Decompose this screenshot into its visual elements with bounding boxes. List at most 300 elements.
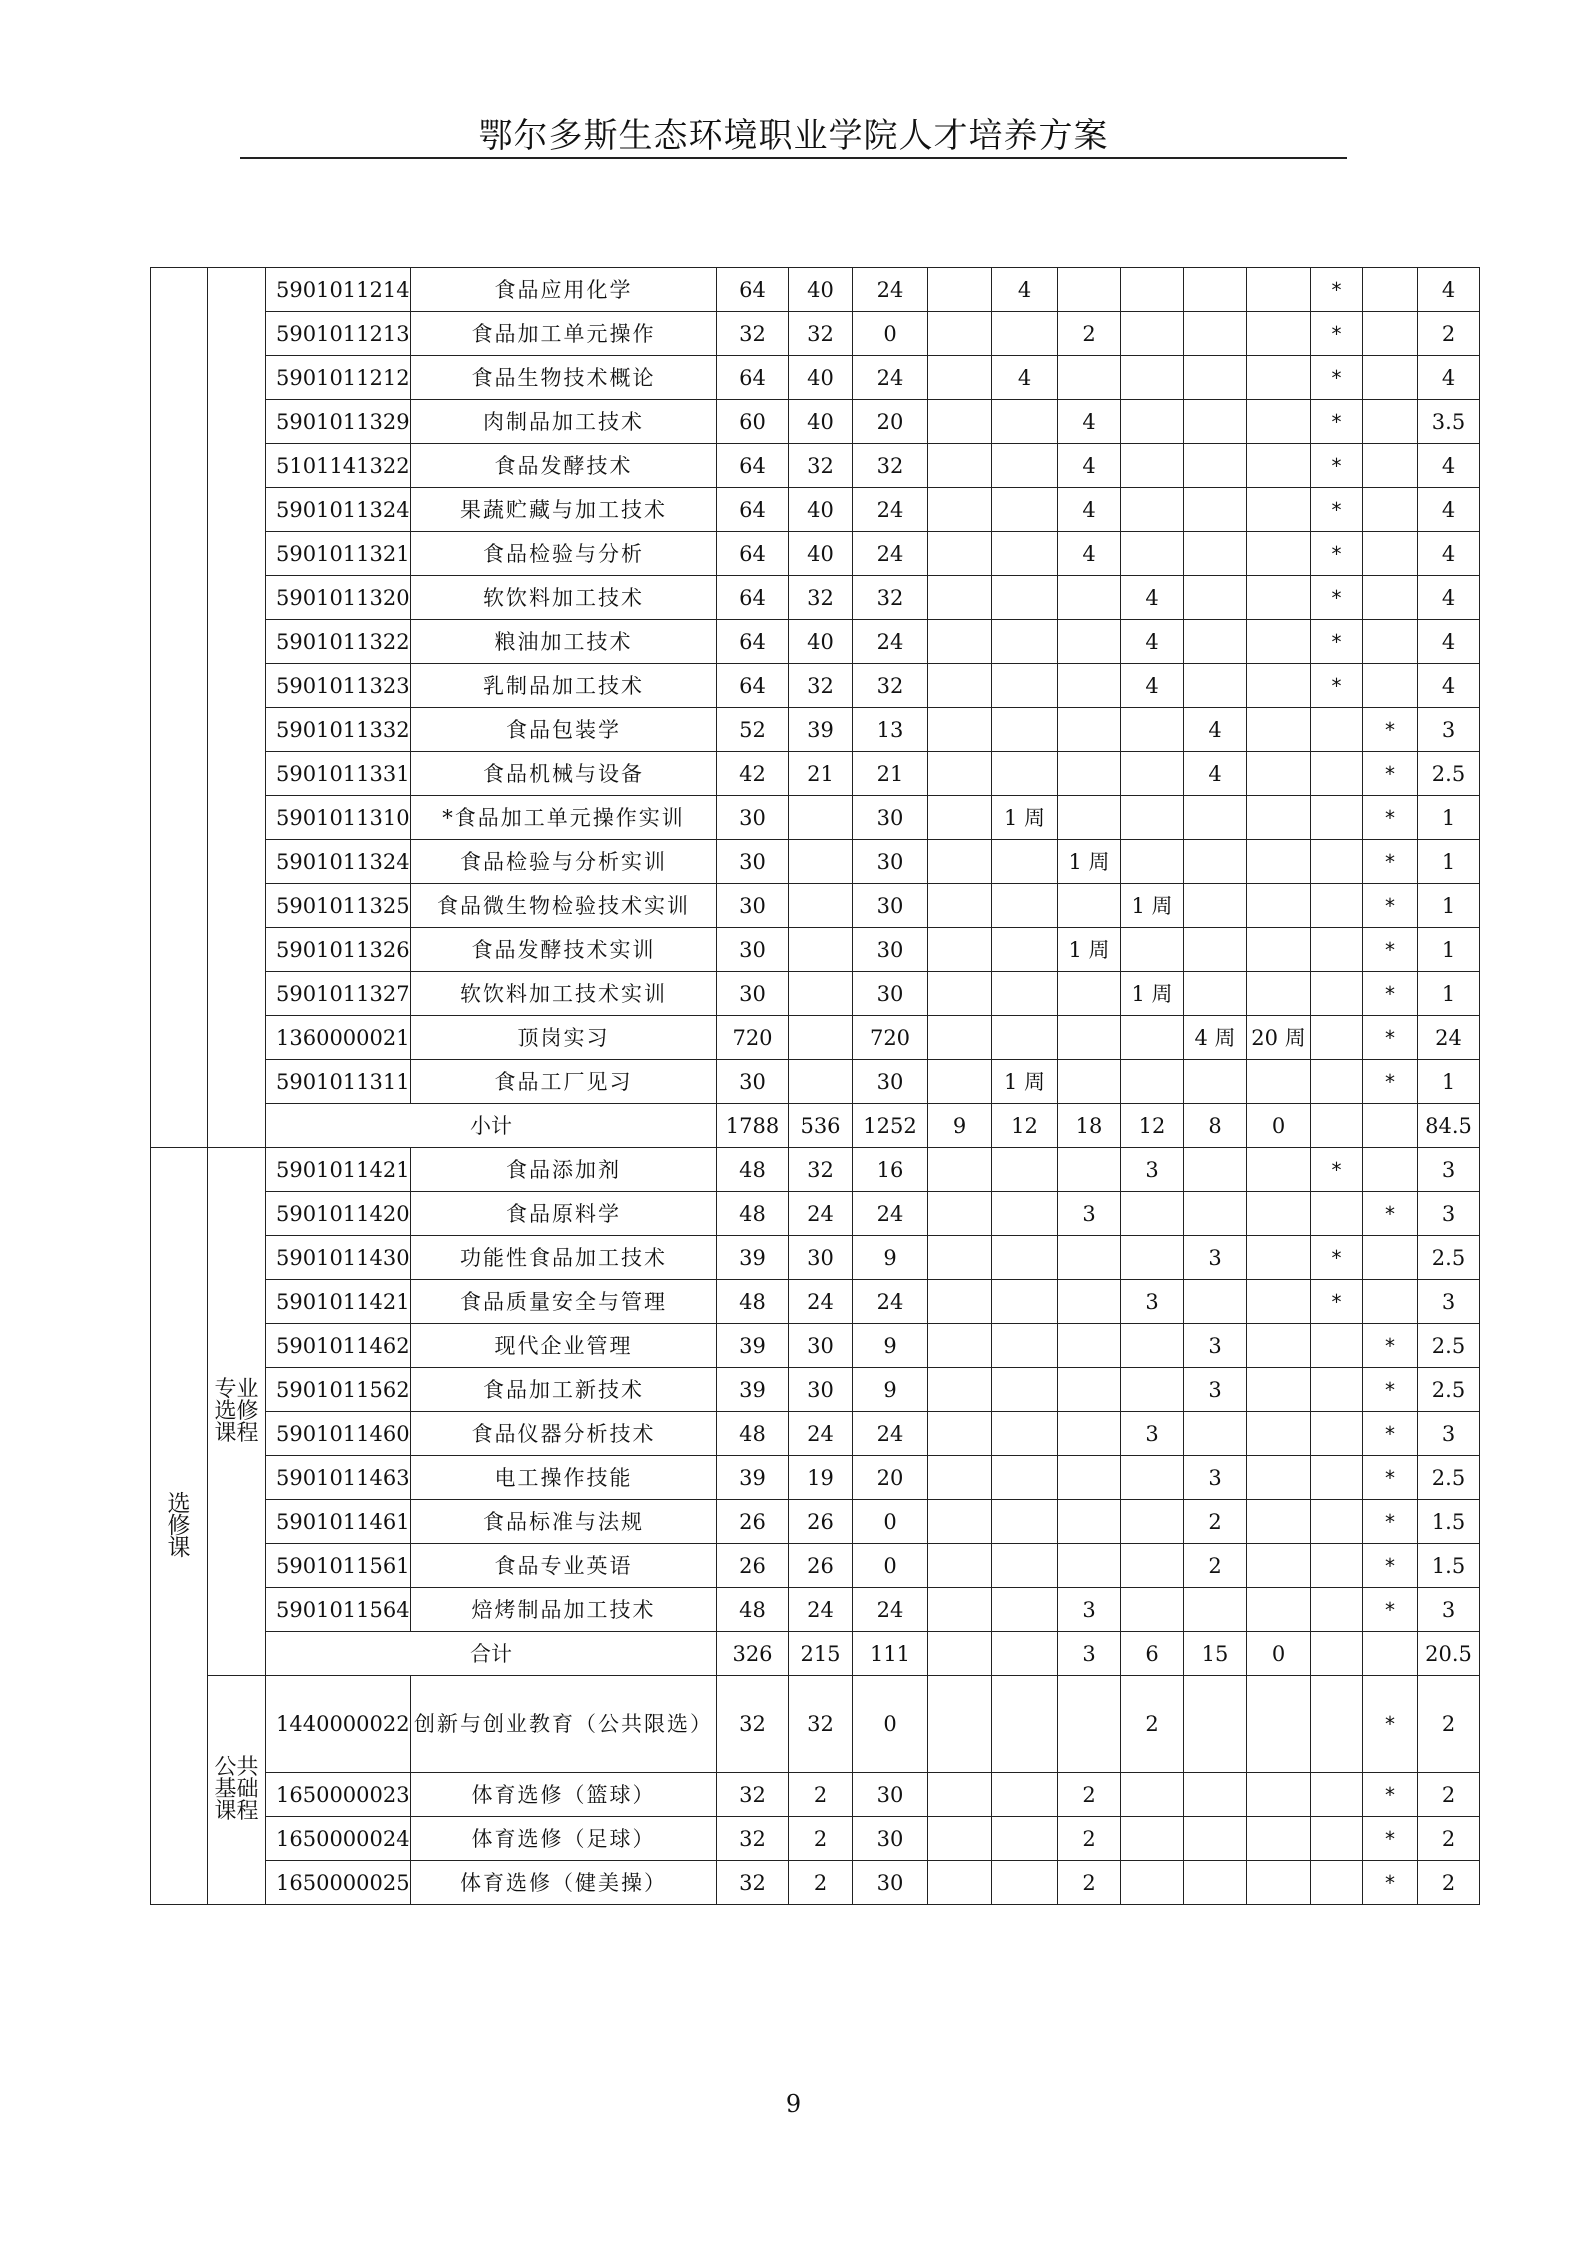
cell-col-12: 1 [1418,884,1480,928]
cell-col-9 [1247,708,1311,752]
course-name: 食品标准与法规 [411,1500,717,1544]
cell-col-10 [1311,840,1363,884]
cell-col-3: 30 [853,972,928,1016]
cell-col-12: 4 [1418,356,1480,400]
cell-col-3: 20 [853,400,928,444]
cell-col-11: * [1363,884,1418,928]
page-header-title: 鄂尔多斯生态环境职业学院人才培养方案 [478,116,1109,156]
cell-col-3: 30 [853,1817,928,1861]
cell-col-6 [1058,1148,1121,1192]
cell-col-7 [1121,1773,1184,1817]
page-number: 9 [785,2090,802,2118]
course-code: 5901011460 [266,1412,411,1456]
cell-col-4 [928,752,992,796]
cell-col-3: 24 [853,1280,928,1324]
course-code: 5901011322 [266,620,411,664]
cell-col-5 [992,708,1058,752]
cell-col-12: 84.5 [1418,1104,1480,1148]
cell-col-1: 30 [717,884,789,928]
cell-col-9 [1247,1368,1311,1412]
course-code: 5901011320 [266,576,411,620]
cell-col-4 [928,488,992,532]
table-row [151,1588,1480,1632]
cell-col-8 [1184,1192,1247,1236]
cell-col-7 [1121,1324,1184,1368]
cell-col-11: * [1363,1676,1418,1773]
cell-col-1: 39 [717,1456,789,1500]
cell-col-5 [992,1412,1058,1456]
cell-col-11: * [1363,708,1418,752]
cell-col-7 [1121,1861,1184,1905]
cell-col-8 [1184,400,1247,444]
cell-col-10 [1311,752,1363,796]
cell-col-6: 4 [1058,532,1121,576]
cell-col-9 [1247,488,1311,532]
cell-col-5 [992,752,1058,796]
cell-col-1: 39 [717,1236,789,1280]
cell-col-11: * [1363,1773,1418,1817]
cell-col-12: 2.5 [1418,1368,1480,1412]
total-row [151,1632,1480,1676]
cell-col-4 [928,840,992,884]
course-code: 5901011332 [266,708,411,752]
cell-col-9 [1247,400,1311,444]
table-row [151,444,1480,488]
cell-col-12: 4 [1418,488,1480,532]
cell-col-5: 4 [992,268,1058,312]
cell-col-9 [1247,664,1311,708]
cell-col-12: 2 [1418,1773,1480,1817]
course-code: 5901011325 [266,884,411,928]
cell-col-8 [1184,356,1247,400]
cell-col-4 [928,1632,992,1676]
cell-col-6: 3 [1058,1588,1121,1632]
cell-col-3: 9 [853,1368,928,1412]
cell-col-3: 32 [853,576,928,620]
cell-col-4 [928,620,992,664]
subcategory-cell-blank [208,268,266,1148]
cell-col-2: 26 [789,1544,853,1588]
cell-col-2: 24 [789,1280,853,1324]
cell-col-7 [1121,400,1184,444]
cell-col-5 [992,1016,1058,1060]
cell-col-7 [1121,928,1184,972]
cell-col-12: 1 [1418,1060,1480,1104]
cell-col-8 [1184,1280,1247,1324]
cell-col-11 [1363,1632,1418,1676]
cell-col-12: 1 [1418,972,1480,1016]
cell-col-10 [1311,1368,1363,1412]
cell-col-7 [1121,1456,1184,1500]
cell-col-9 [1247,1588,1311,1632]
cell-col-5: 4 [992,356,1058,400]
cell-col-12: 3 [1418,1280,1480,1324]
group-prof-elective [208,1148,266,1676]
cell-col-9 [1247,444,1311,488]
cell-col-6: 2 [1058,312,1121,356]
table-row [151,840,1480,884]
cell-col-7: 3 [1121,1280,1184,1324]
cell-col-2: 32 [789,312,853,356]
course-code: 5901011331 [266,752,411,796]
cell-col-6 [1058,752,1121,796]
cell-col-5 [992,400,1058,444]
cell-col-9 [1247,1280,1311,1324]
header-rule [240,157,1347,159]
cell-col-8 [1184,444,1247,488]
cell-col-5 [992,1544,1058,1588]
cell-col-5 [992,576,1058,620]
course-name: 食品仪器分析技术 [411,1412,717,1456]
cell-col-12: 4 [1418,620,1480,664]
cell-col-3: 24 [853,356,928,400]
cell-col-2: 40 [789,532,853,576]
cell-col-3: 20 [853,1456,928,1500]
cell-col-6 [1058,1500,1121,1544]
cell-col-8: 3 [1184,1368,1247,1412]
cell-col-2: 2 [789,1817,853,1861]
cell-col-6: 2 [1058,1773,1121,1817]
cell-col-4 [928,1773,992,1817]
cell-col-6 [1058,1368,1121,1412]
cell-col-7: 12 [1121,1104,1184,1148]
cell-col-9 [1247,1773,1311,1817]
cell-col-5 [992,972,1058,1016]
cell-col-4 [928,1544,992,1588]
course-code: 1360000021 [266,1016,411,1060]
cell-col-6 [1058,708,1121,752]
cell-col-8 [1184,928,1247,972]
cell-col-1: 64 [717,268,789,312]
cell-col-4 [928,576,992,620]
cell-col-1: 64 [717,444,789,488]
cell-col-12: 2 [1418,312,1480,356]
cell-col-1: 64 [717,488,789,532]
cell-col-3: 24 [853,1192,928,1236]
table-row [151,1060,1480,1104]
cell-col-11 [1363,488,1418,532]
course-name: 软饮料加工技术 [411,576,717,620]
cell-col-12: 3 [1418,1412,1480,1456]
cell-col-9 [1247,1060,1311,1104]
cell-col-12: 3 [1418,1148,1480,1192]
cell-col-7: 4 [1121,620,1184,664]
cell-col-10 [1311,796,1363,840]
table-row [151,1192,1480,1236]
cell-col-6: 18 [1058,1104,1121,1148]
cell-col-11 [1363,664,1418,708]
cell-col-1: 48 [717,1588,789,1632]
course-name: 食品工厂见习 [411,1060,717,1104]
cell-col-10 [1311,1456,1363,1500]
table-row [151,1236,1480,1280]
cell-col-1: 326 [717,1632,789,1676]
cell-col-8 [1184,532,1247,576]
course-name: 现代企业管理 [411,1324,717,1368]
cell-col-8 [1184,796,1247,840]
cell-col-10 [1311,1817,1363,1861]
cell-col-8 [1184,1861,1247,1905]
course-name: 创新与创业教育（公共限选） [411,1676,717,1773]
cell-col-4 [928,1192,992,1236]
cell-col-8 [1184,488,1247,532]
cell-col-11 [1363,444,1418,488]
course-name: 食品发酵技术实训 [411,928,717,972]
cell-col-4 [928,1060,992,1104]
course-code: 5901011327 [266,972,411,1016]
course-name: 果蔬贮藏与加工技术 [411,488,717,532]
cell-col-7: 2 [1121,1676,1184,1773]
course-name: 体育选修（健美操） [411,1861,717,1905]
cell-col-10: * [1311,620,1363,664]
cell-col-8 [1184,576,1247,620]
cell-col-6 [1058,1236,1121,1280]
course-name: 体育选修（篮球） [411,1773,717,1817]
course-code: 5901011430 [266,1236,411,1280]
cell-col-1: 60 [717,400,789,444]
cell-col-12: 20.5 [1418,1632,1480,1676]
table-row [151,752,1480,796]
course-code: 5901011212 [266,356,411,400]
cell-col-5 [992,1632,1058,1676]
cell-col-12: 4 [1418,532,1480,576]
cell-col-10 [1311,1016,1363,1060]
cell-col-10 [1311,972,1363,1016]
course-name: 顶岗实习 [411,1016,717,1060]
cell-col-9 [1247,532,1311,576]
cell-col-9 [1247,1544,1311,1588]
cell-col-2: 21 [789,752,853,796]
cell-col-1: 30 [717,972,789,1016]
cell-col-7 [1121,708,1184,752]
cell-col-6 [1058,1280,1121,1324]
cell-col-2: 19 [789,1456,853,1500]
cell-col-3: 111 [853,1632,928,1676]
course-code: 1650000024 [266,1817,411,1861]
cell-col-7: 1 周 [1121,884,1184,928]
cell-col-5 [992,1817,1058,1861]
cell-col-2: 30 [789,1236,853,1280]
cell-col-11 [1363,1148,1418,1192]
cell-col-6 [1058,1412,1121,1456]
cell-col-10: * [1311,444,1363,488]
cell-col-3: 30 [853,1060,928,1104]
course-name: 食品微生物检验技术实训 [411,884,717,928]
cell-col-2: 26 [789,1500,853,1544]
course-name: 食品生物技术概论 [411,356,717,400]
cell-col-11: * [1363,972,1418,1016]
cell-col-10: * [1311,488,1363,532]
cell-col-8 [1184,1412,1247,1456]
cell-col-10 [1311,1676,1363,1773]
cell-col-7: 3 [1121,1148,1184,1192]
cell-col-5 [992,1236,1058,1280]
cell-col-5 [992,1588,1058,1632]
cell-col-12: 3 [1418,1192,1480,1236]
cell-col-8: 2 [1184,1544,1247,1588]
cell-col-9 [1247,268,1311,312]
cell-col-12: 2 [1418,1861,1480,1905]
cell-col-6: 3 [1058,1632,1121,1676]
cell-col-1: 26 [717,1544,789,1588]
cell-col-4 [928,1817,992,1861]
cell-col-5: 1 周 [992,1060,1058,1104]
cell-col-10: * [1311,1280,1363,1324]
cell-col-5 [992,928,1058,972]
cell-col-9 [1247,928,1311,972]
cell-col-1: 39 [717,1324,789,1368]
cell-col-9 [1247,972,1311,1016]
cell-col-9 [1247,1148,1311,1192]
cell-col-2: 39 [789,708,853,752]
cell-col-12: 2.5 [1418,1456,1480,1500]
table-row [151,576,1480,620]
cell-col-6 [1058,1060,1121,1104]
cell-col-8: 2 [1184,1500,1247,1544]
cell-col-4 [928,1016,992,1060]
cell-col-8 [1184,1060,1247,1104]
cell-col-5 [992,884,1058,928]
course-name: 肉制品加工技术 [411,400,717,444]
cell-col-9 [1247,1861,1311,1905]
cell-col-2 [789,928,853,972]
cell-col-3: 30 [853,1773,928,1817]
cell-col-4 [928,708,992,752]
cell-col-1: 48 [717,1280,789,1324]
cell-col-6 [1058,972,1121,1016]
cell-col-4 [928,1861,992,1905]
table-row [151,268,1480,312]
course-name: 软饮料加工技术实训 [411,972,717,1016]
cell-col-6: 2 [1058,1817,1121,1861]
cell-col-1: 52 [717,708,789,752]
cell-col-7: 4 [1121,576,1184,620]
table-row [151,532,1480,576]
cell-col-12: 2.5 [1418,1324,1480,1368]
cell-col-7 [1121,1544,1184,1588]
cell-col-1: 48 [717,1192,789,1236]
cell-col-1: 26 [717,1500,789,1544]
cell-col-6: 1 周 [1058,928,1121,972]
course-name: 食品原料学 [411,1192,717,1236]
course-name: 食品加工新技术 [411,1368,717,1412]
cell-col-12: 2.5 [1418,1236,1480,1280]
cell-col-9: 0 [1247,1632,1311,1676]
cell-col-11 [1363,268,1418,312]
table-row [151,1280,1480,1324]
cell-col-4 [928,1500,992,1544]
cell-col-6 [1058,664,1121,708]
cell-col-2 [789,1016,853,1060]
course-name: 电工操作技能 [411,1456,717,1500]
cell-col-5 [992,532,1058,576]
course-code: 5901011329 [266,400,411,444]
cell-col-3: 30 [853,796,928,840]
cell-col-11: * [1363,1544,1418,1588]
cell-col-10: * [1311,400,1363,444]
cell-col-5 [992,488,1058,532]
table-row [151,928,1480,972]
cell-col-8 [1184,884,1247,928]
cell-col-7 [1121,488,1184,532]
cell-col-2: 30 [789,1368,853,1412]
cell-col-2: 30 [789,1324,853,1368]
cell-col-11 [1363,1236,1418,1280]
cell-col-10 [1311,1104,1363,1148]
cell-col-7 [1121,1500,1184,1544]
course-code: 5901011310 [266,796,411,840]
course-name: 食品发酵技术 [411,444,717,488]
course-name: 食品加工单元操作 [411,312,717,356]
cell-col-9 [1247,1817,1311,1861]
cell-col-8 [1184,312,1247,356]
cell-col-8 [1184,268,1247,312]
table-row [151,1817,1480,1861]
cell-col-8 [1184,1148,1247,1192]
course-name: 食品质量安全与管理 [411,1280,717,1324]
table-row [151,1148,1480,1192]
cell-col-1: 30 [717,840,789,884]
table-row [151,1861,1480,1905]
course-code: 5901011323 [266,664,411,708]
table-row [151,1456,1480,1500]
cell-col-1: 48 [717,1148,789,1192]
cell-col-1: 32 [717,312,789,356]
course-code: 5901011421 [266,1280,411,1324]
cell-col-11 [1363,400,1418,444]
course-name: 体育选修（足球） [411,1817,717,1861]
table-row [151,400,1480,444]
cell-col-3: 720 [853,1016,928,1060]
cell-col-9 [1247,576,1311,620]
cell-col-12: 2 [1418,1676,1480,1773]
cell-col-10: * [1311,1148,1363,1192]
table-row [151,884,1480,928]
cell-col-6 [1058,1544,1121,1588]
cell-col-4 [928,1412,992,1456]
cell-col-7: 4 [1121,664,1184,708]
curriculum-table [150,267,1480,1905]
cell-col-6: 3 [1058,1192,1121,1236]
table-row [151,1544,1480,1588]
cell-col-7: 6 [1121,1632,1184,1676]
cell-col-1: 32 [717,1817,789,1861]
table-row [151,488,1480,532]
table-row [151,356,1480,400]
course-code: 5901011564 [266,1588,411,1632]
cell-col-8: 15 [1184,1632,1247,1676]
cell-col-7 [1121,532,1184,576]
cell-col-1: 720 [717,1016,789,1060]
cell-col-7 [1121,796,1184,840]
cell-col-6 [1058,1456,1121,1500]
table-row [151,1368,1480,1412]
cell-col-6: 4 [1058,400,1121,444]
table-row [151,664,1480,708]
cell-col-12: 3.5 [1418,400,1480,444]
cell-col-7 [1121,840,1184,884]
cell-col-5 [992,1676,1058,1773]
cell-col-7 [1121,312,1184,356]
cell-col-10 [1311,1632,1363,1676]
cell-col-12: 4 [1418,664,1480,708]
cell-col-5 [992,1148,1058,1192]
cell-col-1: 64 [717,620,789,664]
cell-col-7 [1121,356,1184,400]
cell-col-11: * [1363,928,1418,972]
cell-col-11: * [1363,840,1418,884]
table-row [151,1016,1480,1060]
